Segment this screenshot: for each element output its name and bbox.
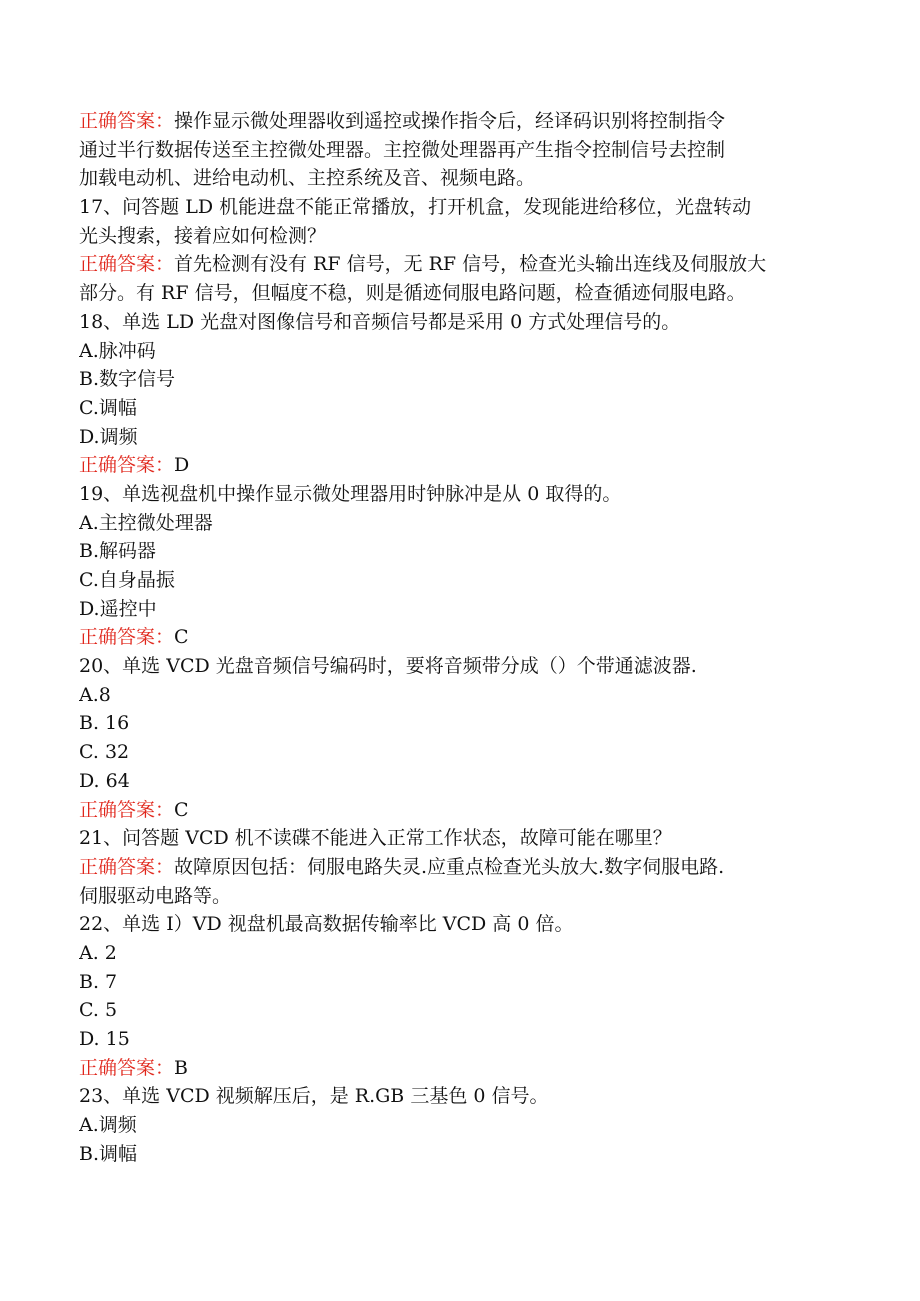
line-text: 17、问答题 LD 机能进盘不能正常播放，打开机盒，发现能进给移位，光盘转动 bbox=[79, 196, 752, 219]
document-page bbox=[79, 107, 849, 1168]
line-text: 首先检测有没有 RF 信号，无 RF 信号，检查光头输出连线及伺服放大 bbox=[174, 253, 767, 276]
text-line bbox=[79, 652, 849, 681]
text-line bbox=[79, 968, 849, 997]
line-text: D.遥控中 bbox=[79, 597, 157, 620]
text-line bbox=[79, 1025, 849, 1054]
answer-label: 正确答案： bbox=[79, 1056, 175, 1079]
line-text: A.脉冲码 bbox=[79, 339, 156, 362]
line-text: 加载电动机、进给电动机、主控系统及音、视频电路。 bbox=[79, 167, 536, 190]
text-line bbox=[79, 480, 849, 509]
line-text: D. 64 bbox=[79, 769, 130, 792]
line-text: C bbox=[174, 798, 189, 821]
text-line bbox=[79, 939, 849, 968]
line-text: 部分。有 RF 信号，但幅度不稳，则是循迹伺服电路问题，检查循迹伺服电路。 bbox=[79, 282, 746, 305]
text-line bbox=[79, 681, 849, 710]
line-text: C.调幅 bbox=[79, 396, 137, 419]
text-line bbox=[79, 308, 849, 337]
text-line bbox=[79, 1082, 849, 1111]
line-text: A.调频 bbox=[79, 1114, 137, 1137]
line-text: 18、单选 LD 光盘对图像信号和音频信号都是采用 0 方式处理信号的。 bbox=[79, 310, 681, 333]
line-text: B. 7 bbox=[79, 970, 118, 993]
answer-label: 正确答案： bbox=[79, 253, 175, 276]
line-text: C.自身晶振 bbox=[79, 569, 175, 591]
text-line bbox=[79, 537, 849, 566]
text-line bbox=[79, 193, 849, 222]
answer-label: 正确答案： bbox=[79, 110, 175, 132]
line-text: A. 2 bbox=[79, 941, 117, 964]
text-line bbox=[79, 882, 849, 911]
text-line bbox=[79, 1140, 849, 1169]
line-text: B. 16 bbox=[79, 712, 130, 735]
line-text: 通过半行数据传送至主控微处理器。主控微处理器再产生指令控制信号去控制 bbox=[79, 138, 726, 161]
text-line bbox=[79, 337, 849, 366]
text-line bbox=[79, 595, 849, 624]
line-text: C. 32 bbox=[79, 741, 130, 764]
text-line bbox=[79, 738, 849, 767]
answer-line bbox=[79, 250, 849, 279]
line-text: 伺服驱动电路等。 bbox=[79, 884, 232, 907]
line-text: 19、单选视盘机中操作显示微处理器用时钟脉冲是从 0 取得的。 bbox=[79, 482, 622, 505]
line-text: D bbox=[174, 454, 190, 477]
text-line bbox=[79, 767, 849, 796]
answer-line bbox=[79, 107, 849, 136]
answer-line bbox=[79, 623, 849, 652]
line-text: C. 5 bbox=[79, 999, 118, 1022]
text-line bbox=[79, 1111, 849, 1140]
answer-line bbox=[79, 796, 849, 825]
answer-label: 正确答案： bbox=[79, 454, 175, 477]
text-line bbox=[79, 222, 849, 251]
line-text: B.数字信号 bbox=[79, 368, 176, 391]
line-text: 20、单选 VCD 光盘音频信号编码时，要将音频带分成（）个带通滤波器. bbox=[79, 655, 697, 678]
line-text: A.8 bbox=[79, 683, 111, 706]
line-text: B bbox=[174, 1056, 188, 1079]
line-text: 故障原因包括：伺服电路失灵.应重点检查光头放大.数字伺服电路. bbox=[174, 855, 725, 878]
answer-line bbox=[79, 451, 849, 480]
line-text: 光头搜索，接着应如何检测？ bbox=[79, 224, 327, 247]
line-text: B.解码器 bbox=[79, 540, 157, 563]
text-line bbox=[79, 996, 849, 1025]
text-line bbox=[79, 365, 849, 394]
answer-label: 正确答案： bbox=[79, 855, 175, 878]
answer-label: 正确答案： bbox=[79, 626, 175, 649]
text-line bbox=[79, 910, 849, 939]
text-line bbox=[79, 709, 849, 738]
text-line bbox=[79, 423, 849, 452]
line-text: 21、问答题 VCD 机不读碟不能进入正常工作状态，故障可能在哪里？ bbox=[79, 827, 672, 850]
answer-line bbox=[79, 1054, 849, 1083]
line-text: 22、单选 I）VD 视盘机最高数据传输率比 VCD 高 0 倍。 bbox=[79, 913, 574, 936]
text-line bbox=[79, 279, 849, 308]
line-text: D.调频 bbox=[79, 425, 138, 448]
line-text: C bbox=[174, 626, 189, 649]
line-text: D. 15 bbox=[79, 1028, 130, 1050]
text-line bbox=[79, 394, 849, 423]
answer-line bbox=[79, 853, 849, 882]
text-line bbox=[79, 509, 849, 538]
text-line bbox=[79, 136, 849, 165]
line-text: A.主控微处理器 bbox=[79, 511, 213, 534]
text-line bbox=[79, 164, 849, 193]
line-text: 23、单选 VCD 视频解压后，是 R.GB 三基色 0 信号。 bbox=[79, 1085, 549, 1108]
text-line bbox=[79, 566, 849, 595]
line-text: B.调幅 bbox=[79, 1142, 138, 1165]
answer-label: 正确答案： bbox=[79, 798, 175, 821]
line-text: 操作显示微处理器收到遥控或操作指令后，经译码识别将控制指令 bbox=[174, 110, 726, 132]
text-line bbox=[79, 824, 849, 853]
